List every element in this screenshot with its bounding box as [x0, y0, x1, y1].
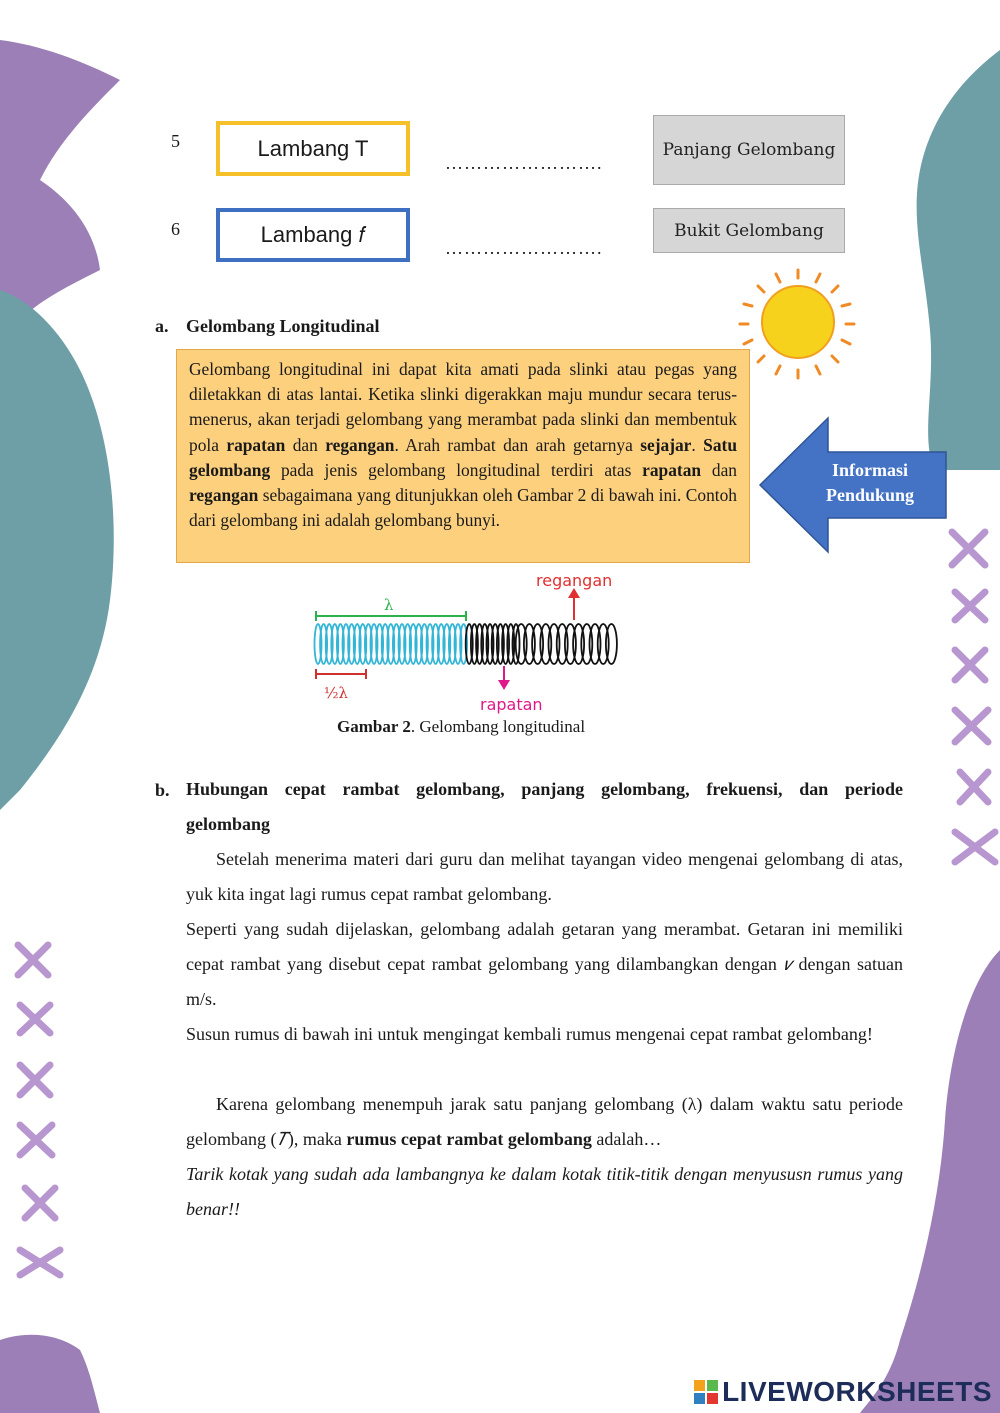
- info-bold-sejajar: sejajar: [640, 434, 692, 455]
- paragraph-4-end: adalah…: [591, 1129, 662, 1149]
- paragraph-4: [186, 1087, 903, 1157]
- regangan-label: regangan: [536, 571, 613, 590]
- teal-brush-left: [0, 290, 114, 810]
- purple-brush-top-left: [0, 40, 120, 330]
- paragraph-4-text: ), maka: [287, 1129, 347, 1149]
- info-box: [176, 349, 750, 563]
- info-bold-rapatan: rapatan: [226, 434, 286, 455]
- info-text: . Arah rambat dan arah getarnya: [394, 434, 641, 455]
- item-number-5: 5: [171, 131, 180, 151]
- info-text: dan: [285, 434, 326, 455]
- info-text: pada jenis gelombang longitudinal terdiri atas: [270, 459, 643, 480]
- item-number-6: 6: [171, 219, 180, 239]
- slinky-coil: [606, 624, 617, 664]
- section-b-title-line1: Hubungan cepat rambat gelombang, panjang gelombang, frekuensi, dan periode: [186, 779, 903, 799]
- figure-caption: [337, 717, 585, 737]
- info-text: .: [691, 434, 704, 455]
- sun-icon: [740, 270, 854, 378]
- answer-box-wavelength[interactable]: Panjang Gelombang: [653, 115, 845, 185]
- section-a-marker: a.: [155, 316, 169, 336]
- cross-marks-left: [18, 945, 60, 1275]
- info-text: sebagaimana yang ditunjukkan oleh Gambar 2 di bawah ini. Contoh dari gelombang ini adalah gelombang bunyi.: [189, 485, 737, 531]
- paragraph-4-bold: rumus cepat rambat gelombang: [346, 1129, 592, 1149]
- liveworksheets-logo[interactable]: [694, 1376, 992, 1408]
- paragraph-4-text: Karena gelombang menempuh jarak satu panjang gelombang (λ) dalam waktu satu periode gelombang (: [186, 1094, 903, 1149]
- rapatan-label: rapatan: [480, 695, 543, 714]
- arrow-label-line2: Pendukung: [825, 485, 915, 505]
- section-b-title-line2: gelombang: [186, 814, 271, 834]
- symbol-box-period[interactable]: Lambang T: [216, 121, 410, 176]
- info-bold-regangan: regangan: [325, 434, 395, 455]
- caption-text: . Gelombang longitudinal: [410, 717, 586, 736]
- symbol-box-frequency[interactable]: Lambang 𝑓: [216, 208, 410, 262]
- slinky-coils: [315, 624, 617, 664]
- half-wavelength-bracket: [316, 669, 366, 679]
- drop-slot-6[interactable]: …………………….: [445, 238, 603, 258]
- paragraph-2: [186, 912, 903, 1017]
- info-text: Gelombang longitudinal ini dapat kita amati pada slinki atau pegas yang diletakkan di atas lantai. Ketika slinki digerakkan maju mundur secara terus-menerus, akan terjadi gelombang yang merambat pada slinki dan membentuk pola: [189, 359, 737, 455]
- period-symbol: 𝑇: [276, 1129, 288, 1149]
- paragraph-3: Susun rumus di bawah ini untuk mengingat kembali rumus mengenai cepat rambat gelombang!: [186, 1024, 873, 1044]
- lambda-label: λ: [384, 596, 394, 614]
- logo-mark-icon: [694, 1380, 718, 1404]
- info-bold-rapatan: rapatan: [642, 459, 702, 480]
- section-a-title: Gelombang Longitudinal: [186, 316, 380, 336]
- caption-label: Gambar 2: [337, 717, 411, 736]
- info-text: dan: [701, 459, 737, 480]
- velocity-symbol: 𝑣: [783, 954, 792, 974]
- cross-marks-right: [952, 532, 995, 862]
- info-bold-regangan: regangan: [189, 485, 259, 506]
- purple-brush-bottom-left: [0, 1335, 100, 1413]
- paragraph-2-unit: dengan satuan m/s.: [186, 954, 903, 1009]
- logo-text: LIVEWORKSHEETS: [722, 1376, 992, 1407]
- drop-slot-5[interactable]: …………………….: [445, 153, 603, 173]
- paragraph-1: Setelah menerima materi dari guru dan melihat tayangan video mengenai gelombang di atas, yuk kita ingat lagi rumus cepat rambat gelombang.: [186, 849, 903, 904]
- arrow-label-line1: Informasi: [832, 460, 908, 480]
- instruction-text: Tarik kotak yang sudah ada lambangnya ke dalam kotak titik-titik dengan menyususn rumus yang benar!!: [186, 1164, 903, 1219]
- paragraph-2-text: Seperti yang sudah dijelaskan, gelombang adalah getaran yang merambat. Getaran ini memiliki cepat rambat yang disebut cepat rambat gelombang yang dilambangkan dengan: [186, 919, 903, 974]
- answer-box-crest[interactable]: Bukit Gelombang: [653, 208, 845, 253]
- teal-brush-right: [917, 50, 1000, 470]
- half-lambda-label: ½λ: [324, 684, 349, 702]
- arrow-label: [800, 458, 940, 508]
- section-b-title: [186, 772, 903, 842]
- section-b-marker: b.: [155, 780, 170, 800]
- info-bold-satu-gelombang: Satu gelombang: [189, 434, 737, 480]
- longitudinal-wave-figure: [300, 568, 640, 718]
